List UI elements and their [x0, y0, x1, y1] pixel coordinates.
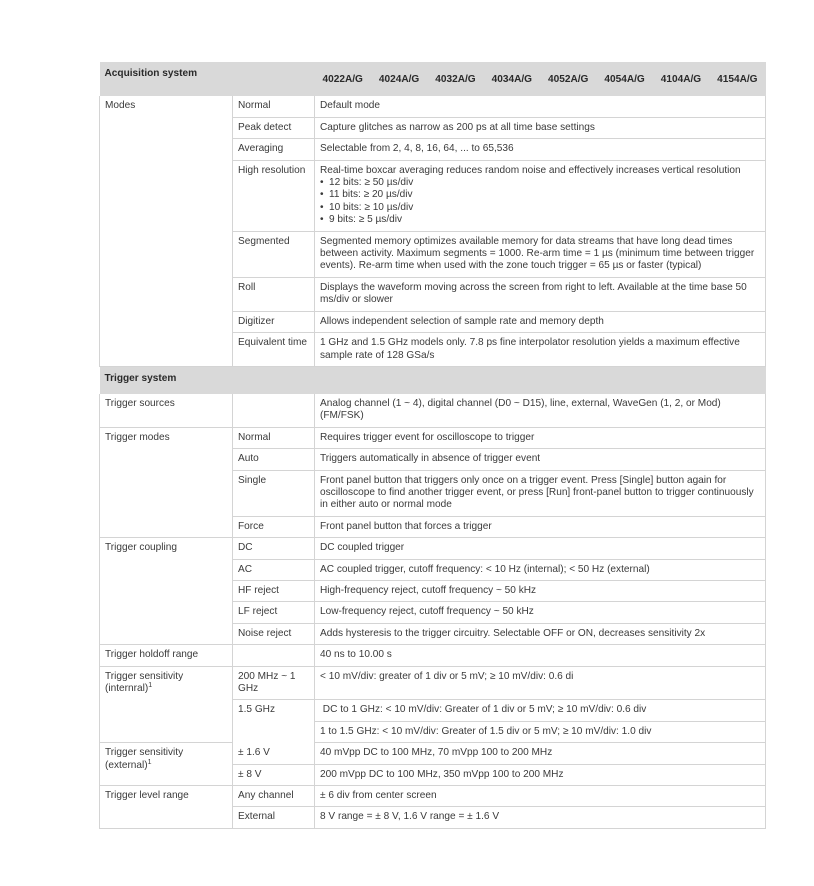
param-desc: Front panel button that triggers only once on a trigger event. Press [Single] button again for oscilloscope to find another trigger event, or press [Run] front-panel button to trigger continuously in either auto or normal mode [315, 470, 766, 516]
spec-row [100, 645, 766, 666]
param-desc: Capture glitches as narrow as 200 ps at all time base settings [315, 117, 766, 138]
spec-row [100, 538, 766, 559]
footnote-marker: 1 [148, 682, 153, 689]
param-sub [233, 394, 315, 427]
param-desc: DC coupled trigger [315, 538, 766, 559]
section-heading: Acquisition system [100, 62, 315, 96]
param-desc: Front panel button that forces a trigger [315, 516, 766, 537]
param-desc: 8 V range = ± 8 V, 1.6 V range = ± 1.6 V [315, 807, 766, 828]
param-sub [233, 645, 315, 666]
param-desc: 1 GHz and 1.5 GHz models only. 7.8 ps fine interpolator resolution yields a maximum effective sample rate of 128 GSa/s [315, 333, 766, 367]
param-desc: DC to 1 GHz: < 10 mV/div: Greater of 1 div or 5 mV; ≥ 10 mV/div: 0.6 div [315, 700, 766, 721]
param-desc: AC coupled trigger, cutoff frequency: < 10 Hz (internal); < 50 Hz (external) [315, 559, 766, 580]
param-sub: Segmented [233, 231, 315, 277]
spec-row [100, 666, 766, 700]
param-desc: Analog channel (1 ~ 4), digital channel (D0 ~ D15), line, external, WaveGen (1, 2, or Mod) (FM/FSK) [315, 394, 766, 427]
param-desc: 1 to 1.5 GHz: < 10 mV/div: Greater of 1.5 div or 5 mV; ≥ 10 mV/div: 1.0 div [315, 721, 766, 742]
param-sub: 1.5 GHz [233, 700, 315, 743]
resolution-list [320, 177, 760, 227]
param-desc: Default mode [315, 96, 766, 117]
param-sub: ± 8 V [233, 764, 315, 785]
spec-row [100, 427, 766, 448]
list-item: • 12 bits: ≥ 50 µs/div [320, 177, 760, 189]
param-desc: 200 mVpp DC to 100 MHz, 350 mVpp 100 to 200 MHz [315, 764, 766, 785]
param-sub: DC [233, 538, 315, 559]
spec-row [100, 786, 766, 807]
param-desc: Adds hysteresis to the trigger circuitry. Selectable OFF or ON, decreases sensitivity 2x [315, 623, 766, 644]
param-desc: ± 6 div from center screen [315, 786, 766, 807]
param-desc-block [315, 160, 766, 231]
param-label: Modes [100, 96, 233, 366]
param-sub: Any channel [233, 786, 315, 807]
param-sub: AC [233, 559, 315, 580]
list-item: • 11 bits: ≥ 20 µs/div [320, 189, 760, 201]
param-desc: < 10 mV/div: greater of 1 div or 5 mV; ≥ 10 mV/div: 0.6 di [315, 666, 766, 700]
model-name: 4104A/G [660, 74, 702, 85]
model-name: 4054A/G [604, 74, 645, 85]
param-label: Trigger sources [100, 394, 233, 427]
param-sub: HF reject [233, 580, 315, 601]
param-sub: Digitizer [233, 311, 315, 332]
param-desc: Real-time boxcar averaging reduces random noise and effectively increases vertical resolution [320, 164, 741, 176]
param-desc: Triggers automatically in absence of trigger event [315, 449, 766, 470]
label-text: Trigger sensitivity (external) [105, 747, 184, 771]
param-sub: Normal [233, 96, 315, 117]
param-sub: 200 MHz ~ 1 GHz [233, 666, 315, 700]
param-desc: Low-frequency reject, cutoff frequency ~ 50 kHz [315, 602, 766, 623]
model-name: 4154A/G [717, 74, 758, 85]
param-desc: Selectable from 2, 4, 8, 16, 64, ... to 65,536 [315, 139, 766, 160]
param-desc: Requires trigger event for oscilloscope to trigger [315, 427, 766, 448]
model-name: 4022A/G [322, 74, 363, 85]
model-name: 4032A/G [435, 74, 476, 85]
spec-table [99, 62, 766, 829]
param-sub: Force [233, 516, 315, 537]
param-desc: Segmented memory optimizes available memory for data streams that have long dead times between activity. Maximum segments = 1000. Re-arm time = 1 µs (minimum time between trigger events). Re-arm time when used with the zone touch trigger = 65 µs or faster (typical) [315, 231, 766, 277]
list-item: • 9 bits: ≥ 5 µs/div [320, 214, 760, 226]
param-label [100, 743, 233, 786]
section-heading: Trigger system [100, 366, 766, 394]
model-name: 4034A/G [491, 74, 533, 85]
param-label: Trigger modes [100, 427, 233, 537]
param-sub: Single [233, 470, 315, 516]
model-list [315, 62, 766, 96]
param-sub: Equivalent time [233, 333, 315, 367]
spec-row [100, 394, 766, 427]
param-label: Trigger coupling [100, 538, 233, 645]
param-label: Trigger level range [100, 786, 233, 829]
param-sub: Peak detect [233, 117, 315, 138]
spec-row [100, 743, 766, 764]
param-sub: High resolution [233, 160, 315, 231]
param-sub: ± 1.6 V [233, 743, 315, 764]
acquisition-header-row [100, 62, 766, 96]
param-desc: 40 mVpp DC to 100 MHz, 70 mVpp 100 to 200 MHz [315, 743, 766, 764]
param-sub: External [233, 807, 315, 828]
param-sub: Auto [233, 449, 315, 470]
list-item: • 10 bits: ≥ 10 µs/div [320, 202, 760, 214]
footnote-marker: 1 [147, 758, 152, 766]
model-name: 4052A/G [547, 74, 589, 85]
spec-row [100, 96, 766, 117]
param-desc: 40 ns to 10.00 s [315, 645, 766, 666]
param-sub: Noise reject [233, 623, 315, 644]
param-sub: Normal [233, 427, 315, 448]
param-desc: High-frequency reject, cutoff frequency ~ 50 kHz [315, 580, 766, 601]
param-label: Trigger holdoff range [100, 645, 233, 666]
param-desc: Allows independent selection of sample rate and memory depth [315, 311, 766, 332]
trigger-header-row [100, 366, 766, 394]
param-label [100, 666, 233, 743]
label-text: Trigger sensitivity (internral) [105, 670, 184, 694]
model-name: 4024A/G [378, 74, 420, 85]
param-sub: LF reject [233, 602, 315, 623]
param-sub: Roll [233, 277, 315, 311]
param-desc: Displays the waveform moving across the screen from right to left. Available at the time base 50 ms/div or slower [315, 277, 766, 311]
param-sub: Averaging [233, 139, 315, 160]
